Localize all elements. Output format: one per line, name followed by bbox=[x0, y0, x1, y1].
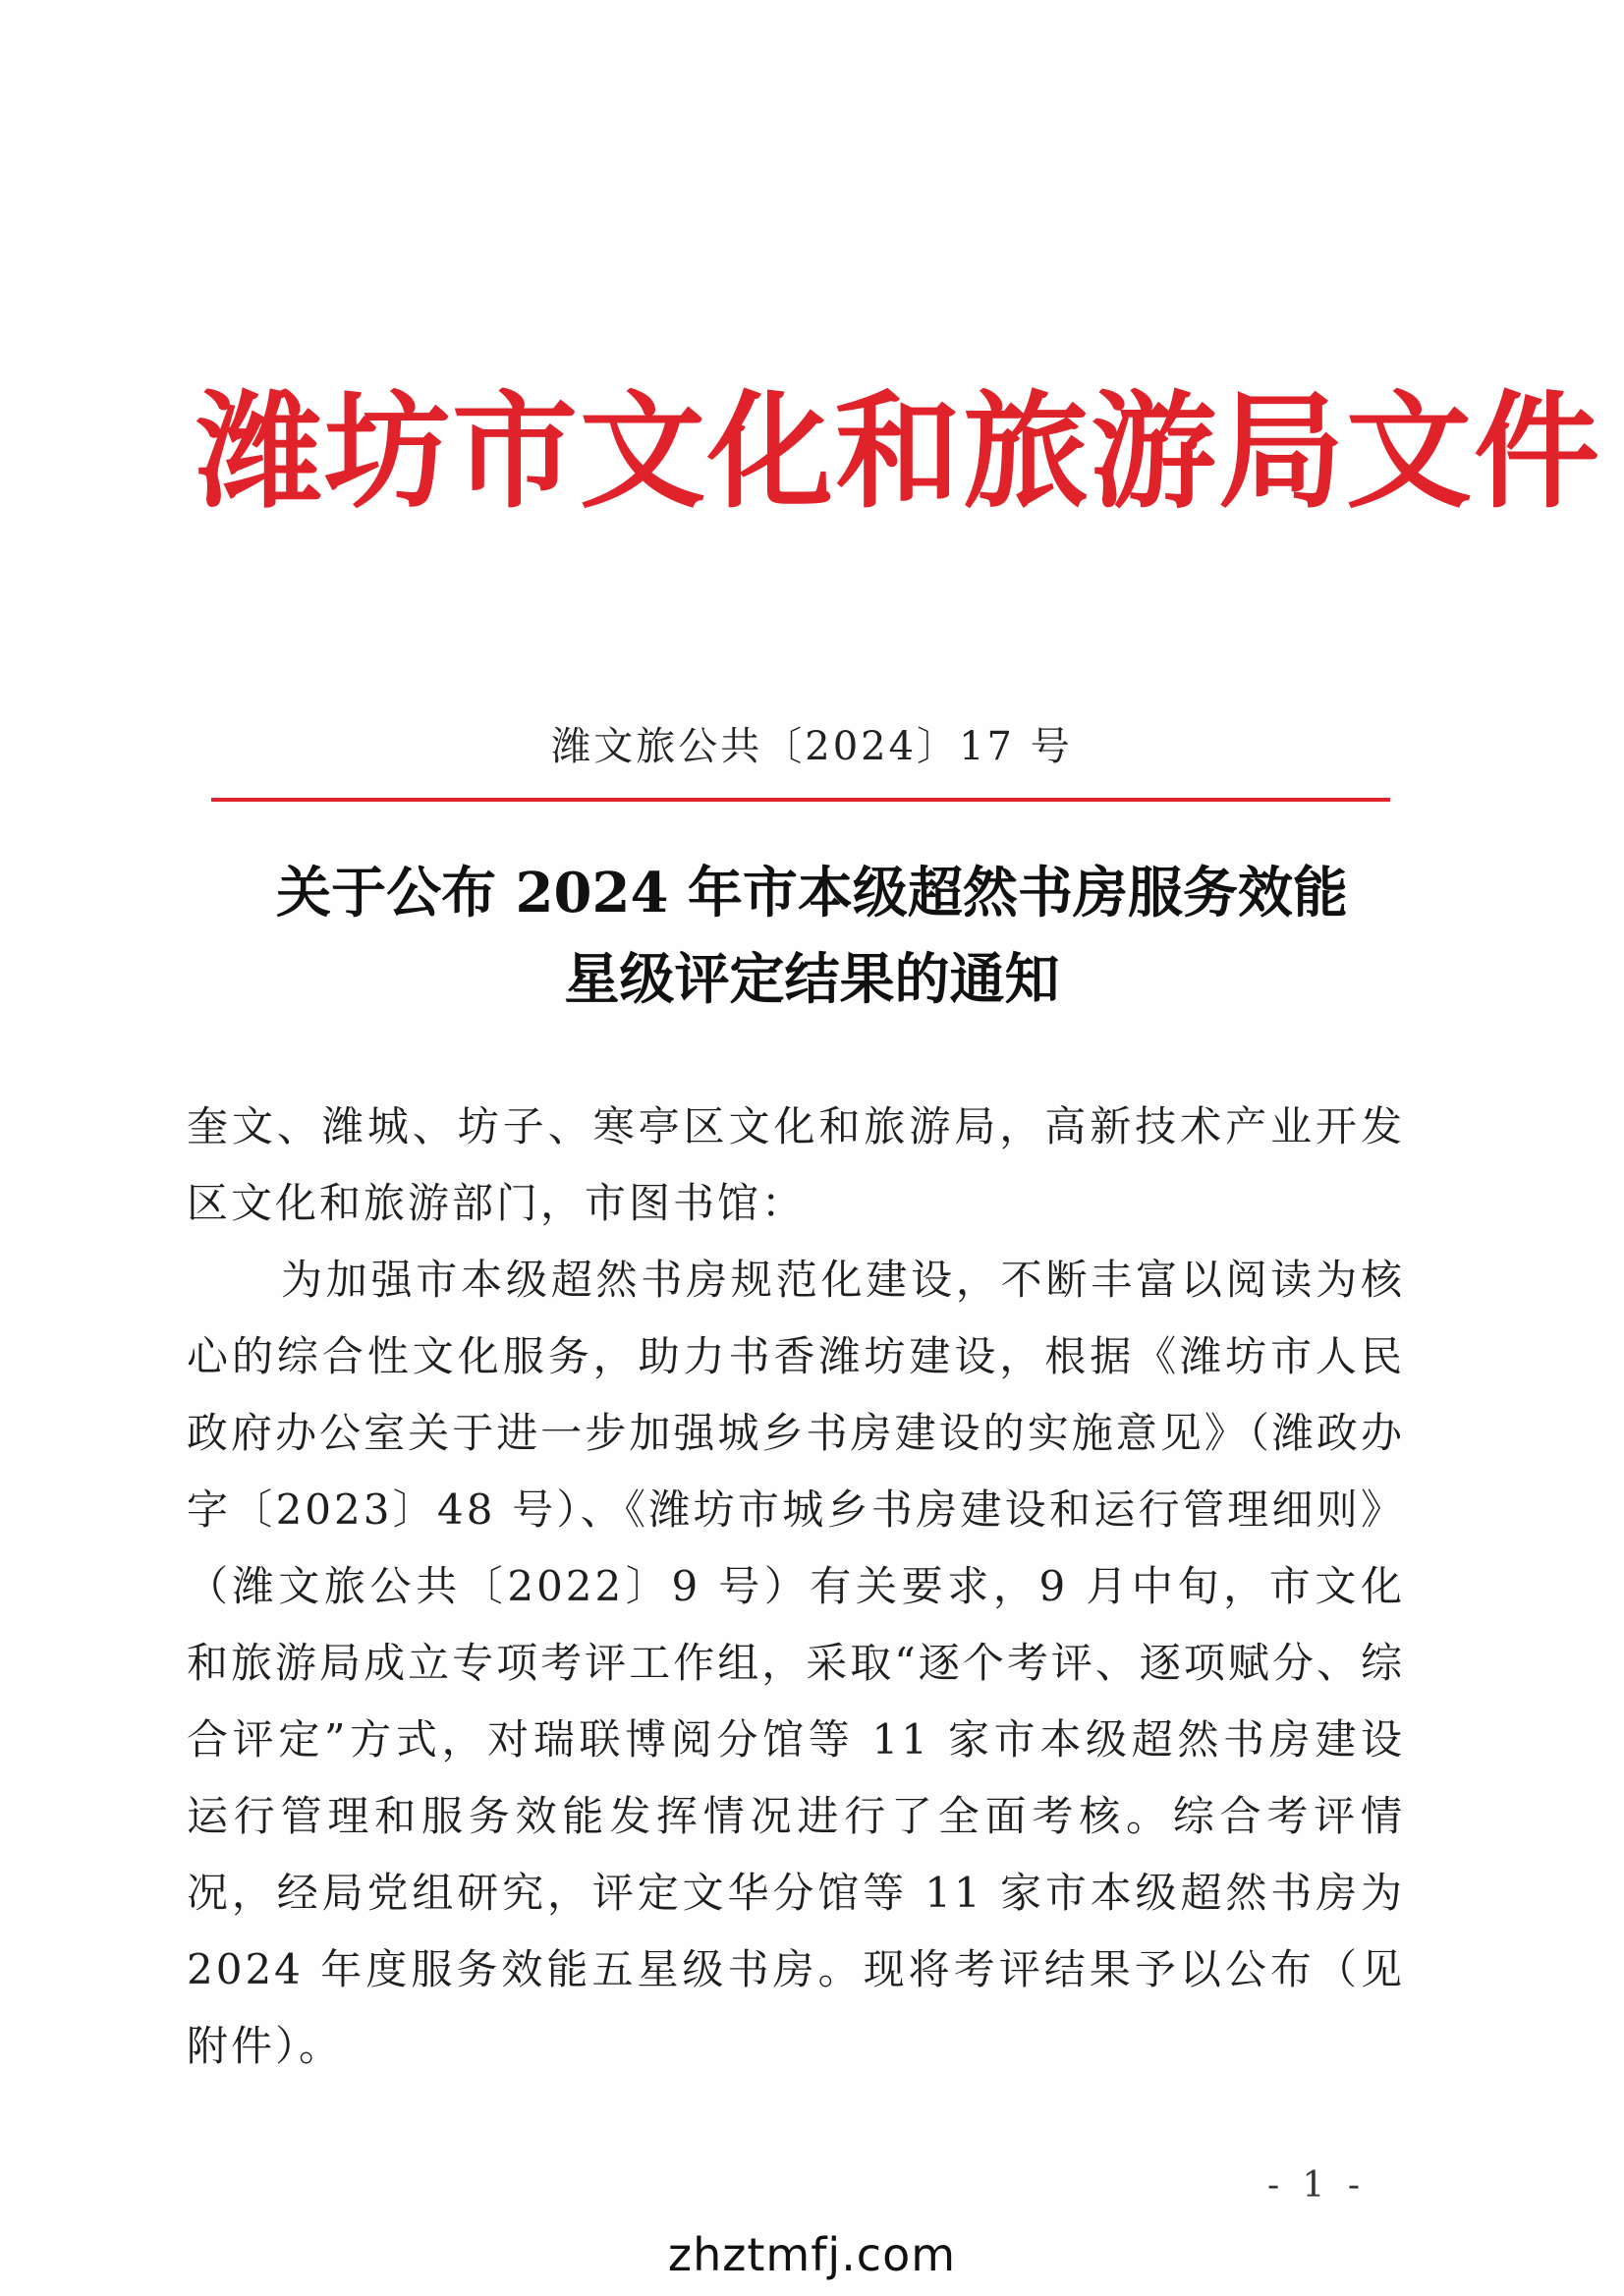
recipients-paragraph: 奎文、潍城、坊子、寒亭区文化和旅游局，高新技术产业开发区文化和旅游部门，市图书馆： bbox=[187, 1102, 1405, 1227]
document-title-line-1: 关于公布 2024 年市本级超然书房服务效能 bbox=[276, 861, 1348, 925]
main-paragraph: 为加强市本级超然书房规范化建设，不断丰富以阅读为核心的综合性文化服务，助力书香潍坊建设，根据《潍坊市人民政府办公室关于进一步加强城乡书房建设的实施意见》（潍政办字〔2023〕48 号）、《潍坊市城乡书房建设和运行管理细则》（潍文旅公共〔2022〕9 号）有关要求，9 月中旬，市文化和旅游局成立专项考评工作组，采取“逐个考评、逐项赋分、综合评定”方式，对瑞联博阅分馆等 11 家市本级超然书房建设运行管理和服务效能发挥情况进行了全面考核。综合考评情况，经局党组研究，评定文华分馆等 11 家市本级超然书房为 2024 年度服务效能五星级书房。现将考评结果予以公布（见附件）。 bbox=[187, 1256, 1405, 2070]
document-body bbox=[187, 1089, 1405, 2085]
site-watermark: zhztmfj.com bbox=[667, 2228, 957, 2281]
document-number: 潍文旅公共〔2024〕17 号 bbox=[551, 724, 1073, 769]
document-title bbox=[147, 850, 1477, 1023]
agency-header-title: 潍坊市文化和旅游局文件 bbox=[196, 378, 1602, 526]
red-divider-line bbox=[211, 798, 1390, 802]
page-number: - 1 - bbox=[1266, 2165, 1367, 2206]
document-title-line-2: 星级评定结果的通知 bbox=[564, 947, 1060, 1012]
